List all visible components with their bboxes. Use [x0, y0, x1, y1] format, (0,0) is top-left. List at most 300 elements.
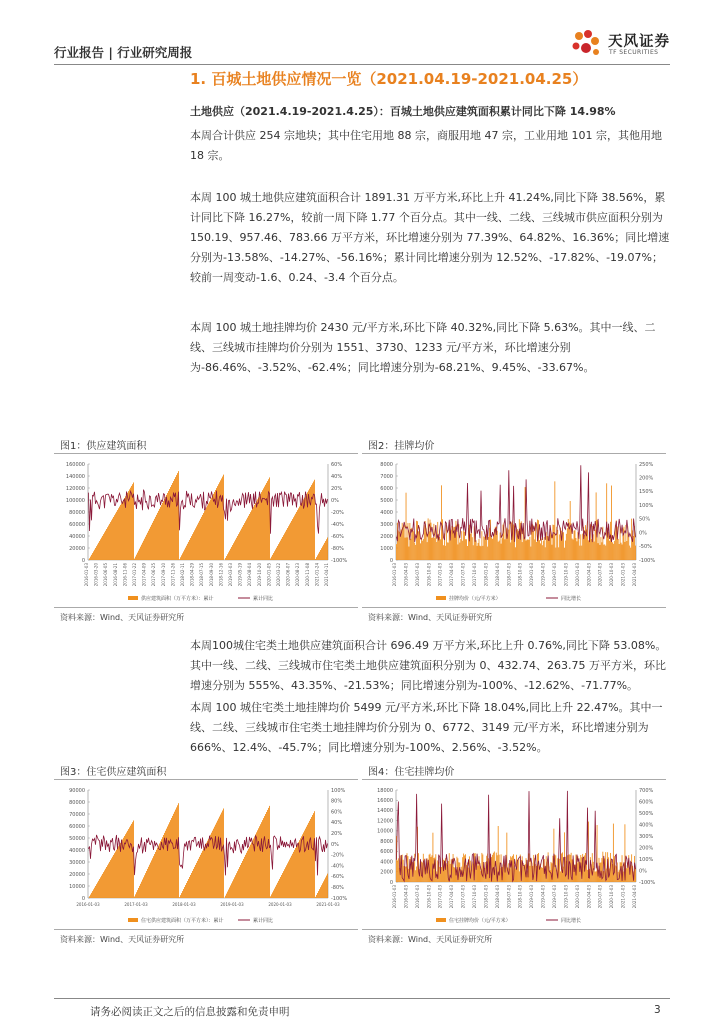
bar	[188, 542, 189, 560]
x-tick-label: 2016-07-03	[414, 885, 420, 909]
bar	[262, 820, 263, 898]
bar	[136, 555, 137, 560]
y-tick-label: 60000	[69, 823, 85, 830]
bar	[173, 814, 174, 898]
bar	[271, 894, 272, 898]
bar	[434, 538, 435, 560]
bar	[182, 891, 183, 898]
bar	[93, 551, 94, 560]
y2-tick-label: 40%	[331, 820, 343, 827]
bar	[203, 513, 204, 560]
bar	[116, 850, 117, 898]
bar	[538, 853, 539, 882]
bar	[454, 867, 455, 882]
bar	[300, 505, 301, 560]
bar	[320, 550, 321, 560]
x-tick-label: 2019-01-03	[529, 885, 535, 909]
bar	[135, 557, 136, 560]
bar	[222, 811, 223, 898]
bar	[119, 507, 120, 560]
bar	[400, 535, 401, 560]
bar	[585, 525, 586, 560]
bar	[136, 892, 137, 898]
bar	[211, 498, 212, 560]
x-tick-label: 2018-04-03	[494, 563, 500, 587]
bar	[274, 889, 275, 898]
bar	[92, 553, 93, 560]
bar	[436, 542, 437, 560]
bar	[317, 555, 318, 560]
bar	[554, 481, 555, 560]
bar	[415, 870, 416, 882]
bar	[552, 525, 553, 560]
bar	[105, 531, 106, 560]
bar	[247, 518, 248, 560]
bar	[258, 828, 259, 898]
figure-2-top-rule	[362, 453, 666, 454]
bar	[604, 544, 605, 560]
bar	[151, 860, 152, 898]
y-tick-label: 160000	[65, 461, 85, 468]
bar	[587, 870, 588, 882]
bar	[146, 535, 147, 560]
y-tick-label: 0	[389, 879, 393, 886]
x-tick-label: 2019-10-03	[563, 885, 569, 909]
bar	[184, 550, 185, 560]
bar	[488, 537, 489, 560]
bar	[519, 871, 520, 882]
bar	[238, 869, 239, 898]
bar	[267, 810, 268, 898]
y-tick-label: 90000	[69, 787, 85, 794]
chart-residential-price	[362, 784, 666, 928]
bar	[232, 881, 233, 898]
bar	[487, 547, 488, 560]
y2-tick-label: 0%	[331, 841, 339, 848]
bar	[117, 848, 118, 898]
y2-tick-label: -100%	[331, 895, 348, 902]
bar	[327, 874, 328, 898]
bar	[275, 887, 276, 898]
bar	[272, 555, 273, 560]
bar	[527, 540, 528, 560]
bar	[296, 846, 297, 898]
bar	[542, 545, 543, 560]
bar	[307, 825, 308, 898]
x-tick-label: 2016-08-21	[112, 563, 118, 587]
x-tick-label: 2018-10-03	[517, 885, 523, 909]
x-tick-label: 2018-01-03	[483, 563, 489, 587]
bar	[635, 868, 636, 882]
bar	[316, 557, 317, 560]
bar	[515, 547, 516, 560]
bar	[112, 519, 113, 560]
bar	[207, 505, 208, 560]
figure-3-top-rule	[54, 779, 358, 780]
y-tick-label: 40000	[69, 847, 85, 854]
bar	[192, 871, 193, 898]
bar	[466, 539, 467, 560]
x-tick-label: 2017-04-03	[449, 885, 455, 909]
y-tick-label: 18000	[377, 787, 393, 794]
bar	[165, 497, 166, 560]
bar	[579, 546, 580, 560]
bar	[265, 814, 266, 898]
bar	[433, 858, 434, 882]
bar	[321, 885, 322, 898]
bar	[159, 509, 160, 560]
bar	[235, 540, 236, 560]
bar	[294, 850, 295, 898]
bar	[272, 892, 273, 898]
bar	[102, 874, 103, 898]
bar	[269, 806, 270, 898]
bar	[609, 541, 610, 560]
bar	[221, 478, 222, 560]
y2-tick-label: -60%	[331, 874, 344, 881]
bar	[291, 856, 292, 898]
bar	[237, 871, 238, 898]
bar	[231, 547, 232, 560]
bar	[541, 539, 542, 560]
bar	[285, 867, 286, 898]
bar	[239, 867, 240, 898]
y2-tick-label: 80%	[331, 798, 343, 805]
bar	[299, 507, 300, 560]
bar	[489, 528, 490, 560]
y-tick-label: 0	[81, 895, 85, 902]
bar	[483, 536, 484, 560]
y-tick-label: 10000	[377, 828, 393, 835]
bar	[177, 805, 178, 898]
bar	[540, 543, 541, 560]
legend-bar-swatch	[128, 596, 138, 600]
bar	[114, 853, 115, 898]
x-tick-label: 2019-05-19	[237, 563, 243, 587]
bar	[600, 537, 601, 560]
bar	[110, 522, 111, 560]
bar	[295, 514, 296, 560]
bar	[508, 530, 509, 560]
bar	[314, 811, 315, 898]
bar	[551, 862, 552, 882]
x-tick-label: 2017-11-26	[170, 563, 176, 587]
bar	[541, 867, 542, 882]
bar	[222, 477, 223, 560]
bar	[406, 866, 407, 882]
bar	[259, 496, 260, 560]
bar	[594, 542, 595, 560]
bar	[240, 865, 241, 898]
bar	[181, 555, 182, 560]
bar	[197, 861, 198, 898]
bar	[462, 541, 463, 560]
bar	[626, 868, 627, 882]
bar	[256, 501, 257, 560]
bar	[559, 859, 560, 882]
bar	[127, 493, 128, 560]
bar	[203, 849, 204, 898]
bar	[150, 863, 151, 898]
paragraph-residential-area: 本周100城住宅类土地供应建筑面积合计 696.49 万平方米,环比上升 0.76%,同比下降 53.08%。其中一线、二线、三线城市住宅类土地供应建筑面积分别为 0、432.74、263.75 万平方米，环比增速分别为 555%、43.35%、-21.53%；同比增速分别为-100%、-12.62%、-71.77%。	[190, 639, 667, 692]
legend-bar-label: 供应建筑面积（万平方米）：累计	[141, 596, 214, 602]
bar	[323, 881, 324, 898]
bar	[175, 477, 176, 560]
x-tick-label: 2017-04-03	[449, 563, 455, 587]
bar	[182, 553, 183, 560]
bar	[161, 839, 162, 898]
bar	[433, 524, 434, 560]
y2-tick-label: -40%	[331, 863, 344, 870]
bar	[109, 862, 110, 898]
x-tick-label: 2020-01-03	[574, 563, 580, 587]
bar	[563, 532, 564, 560]
y-tick-label: 4000	[380, 859, 393, 866]
bar	[212, 496, 213, 560]
bar	[145, 537, 146, 560]
x-tick-label: 2016-03-20	[93, 563, 99, 587]
bar	[113, 517, 114, 560]
bar	[104, 870, 105, 898]
y2-tick-label: -20%	[331, 852, 344, 859]
bar	[504, 539, 505, 560]
bar	[213, 829, 214, 898]
bar	[149, 865, 150, 898]
bar	[209, 502, 210, 560]
bar	[325, 541, 326, 560]
bar	[208, 503, 209, 560]
bar	[278, 544, 279, 560]
section-subhead: 土地供应（2021.4.19-2021.4.25）：百城土地供应建筑面积累计同比下降 14.98%	[190, 105, 616, 118]
bar	[509, 521, 510, 560]
bar	[121, 503, 122, 560]
bar	[248, 516, 249, 560]
x-tick-label: 2016-07-03	[414, 563, 420, 587]
bar	[217, 821, 218, 898]
bar	[91, 893, 92, 898]
bar	[147, 869, 148, 898]
bar	[164, 499, 165, 560]
bar	[523, 863, 524, 882]
bar	[234, 877, 235, 898]
legend-line-label: 同比增长	[561, 918, 582, 924]
bar	[460, 539, 461, 560]
bar	[575, 530, 576, 560]
bar	[210, 500, 211, 560]
bar	[622, 544, 623, 560]
paragraph-listing-price: 本周 100 城土地挂牌均价 2430 元/平方米,环比下降 40.32%,同比下降 5.63%。其中一线、二线、三线城市挂牌均价分别为 1551、3730、1233 元/平方米，环比增速分别为-86.46%、-3.52%、-62.4%；同比增速分别为-68.21%、9.45%、-33.67%。	[190, 321, 656, 374]
bar	[630, 548, 631, 560]
x-tick-label: 2019-07-03	[552, 563, 557, 587]
bar	[545, 547, 546, 560]
bar	[225, 896, 226, 898]
bar	[140, 547, 141, 560]
bar	[184, 887, 185, 898]
y2-tick-label: 400%	[639, 822, 654, 829]
bar	[95, 886, 96, 898]
bar	[235, 875, 236, 898]
y2-tick-label: 700%	[639, 787, 654, 794]
y2-tick-label: 20%	[331, 485, 343, 492]
bar	[270, 558, 271, 560]
bar	[513, 524, 514, 560]
figure-3-caption: 图3：住宅供应建筑面积	[60, 767, 167, 778]
bar	[180, 557, 181, 560]
x-tick-label: 2016-04-03	[403, 563, 409, 587]
bar	[558, 547, 559, 560]
bar	[595, 530, 596, 560]
bar	[259, 826, 260, 898]
bar	[193, 532, 194, 560]
bar	[298, 508, 299, 560]
bar	[418, 531, 419, 560]
y2-tick-label: 100%	[331, 787, 346, 794]
y2-tick-label: -100%	[639, 879, 656, 886]
bar	[618, 872, 619, 882]
bar	[191, 536, 192, 560]
bar	[421, 538, 422, 560]
bar	[598, 543, 599, 560]
bar	[605, 546, 606, 560]
bar	[228, 552, 229, 560]
bar	[326, 539, 327, 560]
x-tick-label: 2017-01-22	[132, 563, 137, 587]
bar	[283, 871, 284, 898]
bar	[158, 511, 159, 560]
bar	[302, 834, 303, 898]
bar	[196, 527, 197, 560]
bar	[119, 845, 120, 898]
bar	[420, 543, 421, 560]
bar	[533, 531, 534, 560]
bar	[166, 495, 167, 560]
y-tick-label: 0	[81, 557, 85, 564]
bar	[171, 485, 172, 560]
bar	[441, 485, 442, 560]
bar	[233, 543, 234, 560]
bar	[515, 868, 516, 882]
bar	[528, 539, 529, 560]
bar	[266, 483, 267, 560]
bar	[318, 554, 319, 560]
bar	[170, 820, 171, 898]
bar	[134, 896, 135, 898]
y-tick-label: 1000	[380, 545, 393, 552]
bar	[113, 855, 114, 898]
bar	[250, 512, 251, 560]
bar	[188, 879, 189, 898]
bar	[105, 869, 106, 898]
x-tick-label: 2018-01-03	[172, 902, 196, 907]
figure-3-source: 资料来源：Wind、天风证券研究所	[60, 935, 185, 944]
bar	[319, 889, 320, 898]
legend-bar-swatch	[128, 918, 138, 922]
bar	[311, 817, 312, 898]
bar	[423, 539, 424, 560]
figure-4-caption: 图4：住宅挂牌均价	[368, 767, 455, 778]
bar	[252, 841, 253, 898]
bar	[253, 507, 254, 560]
bar	[530, 547, 531, 560]
bar	[126, 495, 127, 560]
bar	[277, 546, 278, 560]
bar	[257, 499, 258, 560]
bar	[497, 531, 498, 560]
bar	[263, 488, 264, 560]
bar	[89, 558, 90, 560]
bar	[293, 517, 294, 560]
bar	[624, 542, 625, 560]
bar	[209, 837, 210, 898]
bar	[560, 871, 561, 882]
bar	[91, 555, 92, 560]
bar	[249, 514, 250, 560]
bar	[280, 541, 281, 560]
y2-tick-label: 20%	[331, 831, 343, 837]
paragraph-residential-price: 本周 100 城住宅类土地挂牌均价 5499 元/平方米,环比下降 18.04%,同比上升 22.47%。其中一线、二线、三线城市住宅类土地挂牌均价分别为 0、6772、3149 元/平方米，环比增速分别为 666%、12.4%、-45.7%；同比增速分别为-100%、2.56%、-3.52%。	[190, 701, 663, 754]
bar	[241, 529, 242, 560]
bar	[581, 546, 582, 560]
bar	[273, 891, 274, 898]
footer-divider	[54, 998, 670, 999]
bar	[200, 855, 201, 898]
y2-tick-label: 100%	[639, 502, 654, 509]
bar	[277, 883, 278, 898]
bar	[215, 825, 216, 898]
bar	[473, 545, 474, 560]
bar	[229, 887, 230, 898]
bar	[441, 867, 442, 882]
bar	[151, 525, 152, 560]
bar	[479, 539, 480, 560]
bar	[106, 867, 107, 898]
bar	[317, 893, 318, 898]
x-tick-label: 2021-04-11	[324, 563, 329, 587]
bar	[287, 863, 288, 898]
bar	[287, 528, 288, 560]
bar	[138, 551, 139, 560]
bar	[194, 530, 195, 560]
bar	[534, 539, 535, 560]
bar	[247, 851, 248, 898]
x-tick-label: 2020-01-03	[574, 885, 580, 909]
bar	[233, 879, 234, 898]
bar	[324, 543, 325, 560]
y-tick-label: 100000	[65, 497, 85, 504]
bar	[145, 873, 146, 898]
chart-supply-area	[54, 458, 358, 606]
y-tick-label: 7000	[380, 473, 393, 480]
bar	[297, 844, 298, 898]
bar	[312, 483, 313, 560]
y-tick-label: 20000	[69, 871, 85, 878]
bar	[114, 515, 115, 560]
bar	[465, 539, 466, 560]
bar	[176, 475, 177, 560]
x-tick-label: 2017-06-25	[151, 563, 157, 587]
y2-tick-label: 60%	[331, 809, 343, 816]
bar	[110, 860, 111, 898]
bar	[286, 530, 287, 560]
bar	[414, 543, 415, 560]
x-tick-label: 2018-09-30	[208, 563, 214, 587]
y-tick-label: 50000	[69, 835, 85, 842]
bar	[227, 892, 228, 898]
bar	[296, 512, 297, 560]
bar	[138, 888, 139, 898]
bar	[313, 813, 314, 898]
bar	[518, 858, 519, 882]
